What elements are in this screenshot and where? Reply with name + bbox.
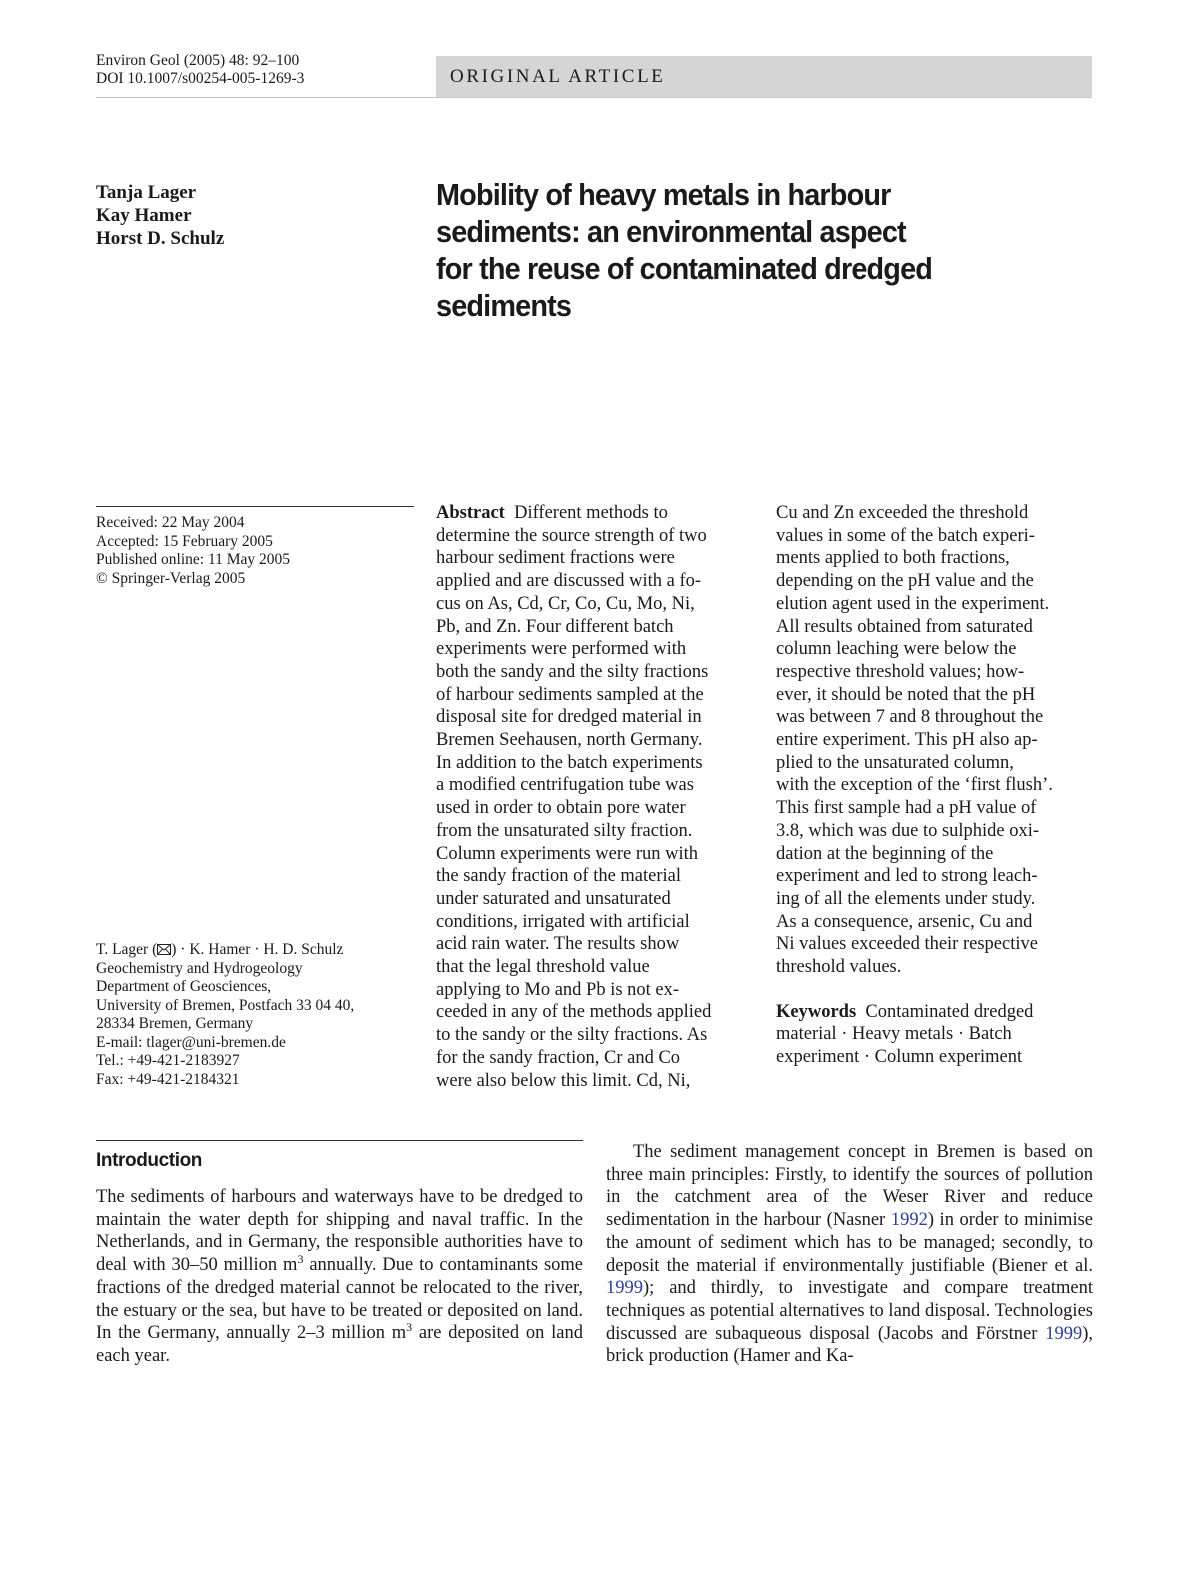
abstract-line: entire experiment. This pH also ap-: [776, 730, 1038, 751]
citation-link[interactable]: 1992: [890, 1210, 928, 1231]
title-line: for the reuse of contaminated dredged: [436, 251, 933, 286]
abstract-line: All results obtained from saturated: [776, 616, 1033, 637]
abstract-line: Bremen Seehausen, north Germany.: [436, 730, 703, 751]
doi-line: DOI 10.1007/s00254-005-1269-3: [96, 70, 305, 87]
paragraph-text: The sediment management concept in Bremen is based on three main principles: Firstly, to identify the sources of pollution in the catchment area of the Weser River and reduce sedimentation in the harbour (Nasner: [606, 1142, 1093, 1231]
title-line: Mobility of heavy metals in harbour: [436, 177, 891, 212]
author-name: Horst D. Schulz: [96, 228, 225, 249]
accepted-date: Accepted: 15 February 2005: [96, 532, 273, 550]
abstract-line: under saturated and unsaturated: [436, 888, 671, 909]
keywords-label: Keywords: [776, 1001, 857, 1022]
abstract-line: This first sample had a pH value of: [776, 798, 1037, 819]
intro-paragraph-2: [606, 1141, 1093, 1368]
abstract-line: dation at the beginning of the: [776, 843, 994, 864]
abstract-line: Cu and Zn exceeded the threshold: [776, 503, 1029, 523]
article-type-label: ORIGINAL ARTICLE: [450, 66, 666, 87]
author-name: Tanja Lager: [96, 182, 197, 203]
paragraph-text: The sediments of harbours and waterways have to be dredged to maintain the water depth for shipping and naval traffic. In the Netherlands, and in Germany, the responsible authorities have to deal with 30–50 million m: [96, 1187, 583, 1276]
dates-divider: [96, 506, 414, 507]
abstract-line: experiments were performed with: [436, 639, 687, 660]
citation-link[interactable]: 1999: [1045, 1323, 1083, 1344]
keywords-block: [776, 1001, 1098, 1024]
header-divider: [96, 97, 1092, 98]
abstract-line: with the exception of the ‘first flush’.: [776, 775, 1053, 796]
abstract-column-1: [436, 502, 758, 1092]
corresponding-authors: [96, 941, 354, 960]
abstract-line: As a consequence, arsenic, Cu and: [776, 911, 1033, 932]
affil-text: ) · K. Hamer · H. D. Schulz: [171, 941, 344, 958]
affil-line: Department of Geosciences,: [96, 978, 272, 995]
superscript: 3: [406, 1320, 413, 1335]
published-date: Published online: 11 May 2005: [96, 551, 291, 568]
abstract-column-2: [776, 502, 1098, 1069]
copyright: © Springer-Verlag 2005: [96, 569, 246, 587]
article-title: [436, 176, 1031, 324]
affil-text: T. Lager (: [96, 941, 158, 958]
abstract-line: ing of all the elements under study.: [776, 888, 1036, 909]
abstract-line: Different methods to: [514, 503, 668, 523]
abstract-label: Abstract: [436, 503, 505, 523]
abstract-line: respective threshold values; how-: [776, 661, 1025, 682]
citation-link[interactable]: 1999: [606, 1278, 643, 1299]
keywords-line: material · Heavy metals · Batch: [776, 1024, 1012, 1045]
abstract-line: column leaching were below the: [776, 639, 1017, 660]
abstract-line: depending on the pH value and the: [776, 571, 1034, 592]
section-heading-introduction: Introduction: [96, 1150, 203, 1171]
keywords-line: experiment · Column experiment: [776, 1047, 1023, 1068]
abstract-line: ceeded in any of the methods applied: [436, 1002, 712, 1023]
title-line: sediments: [436, 288, 572, 323]
author-list: [96, 181, 224, 250]
abstract-line: for the sandy fraction, Cr and Co: [436, 1047, 681, 1068]
abstract-line: conditions, irrigated with artificial: [436, 911, 690, 932]
abstract-line: a modified centrifugation tube was: [436, 775, 694, 796]
phone-line: Tel.: +49-421-2183927: [96, 1052, 240, 1069]
publication-dates: [96, 514, 290, 588]
abstract-line: harbour sediment fractions were: [436, 548, 675, 569]
abstract-line: acid rain water. The results show: [436, 934, 680, 955]
abstract-line: plied to the unsaturated column,: [776, 752, 1014, 773]
received-date: Received: 22 May 2004: [96, 514, 245, 531]
abstract-line: ments applied to both fractions,: [776, 548, 1010, 569]
abstract-line: determine the source strength of two: [436, 525, 707, 546]
email-line[interactable]: E-mail: tlager@uni-bremen.de: [96, 1033, 286, 1051]
affil-line: Geochemistry and Hydrogeology: [96, 959, 303, 977]
title-line: sediments: an environmental aspect: [436, 214, 906, 249]
journal-citation: [96, 52, 304, 88]
author-name: Kay Hamer: [96, 205, 192, 226]
abstract-line: was between 7 and 8 throughout the: [776, 707, 1044, 728]
abstract-line: ever, it should be noted that the pH: [776, 684, 1036, 705]
affil-line: University of Bremen, Postfach 33 04 40,: [96, 996, 355, 1014]
abstract-line: disposal site for dredged material in: [436, 707, 702, 728]
abstract-line: from the unsaturated silty fraction.: [436, 820, 693, 841]
abstract-line: to the sandy or the silty fractions. As: [436, 1025, 708, 1046]
abstract-line: threshold values.: [776, 957, 902, 978]
paragraph-text: ), brick production (Hamer and Ka-: [606, 1323, 1093, 1367]
fax-line: Fax: +49-421-2184321: [96, 1070, 240, 1088]
paragraph-text: ); and thirdly, to investigate and compare treatment techniques as potential alternatives to land disposal. Technologies discussed are subaqueous disposal (Jacobs and Förstner: [606, 1278, 1093, 1344]
abstract-line: Pb, and Zn. Four different batch: [436, 616, 674, 637]
paragraph-text: are deposited on land each year.: [96, 1323, 583, 1366]
abstract-line: used in order to obtain pore water: [436, 798, 686, 819]
envelope-icon: [157, 944, 171, 955]
abstract-line: applied and are discussed with a fo-: [436, 571, 702, 592]
abstract-line: both the sandy and the silty fractions: [436, 661, 709, 682]
paragraph-text: ) in order to minimise the amount of sediment which has to be managed; secondly, to deposit the material if environmentally justifiable (Biener et al.: [606, 1210, 1093, 1276]
abstract-line: In addition to the batch experiments: [436, 752, 703, 773]
abstract-line: applying to Mo and Pb is not ex-: [436, 979, 680, 1000]
paragraph-text: annually. Due to contaminants some fractions of the dredged material cannot be relocated to the river, the estuary or the sea, but have to be treated or deposited on land. In the Germany, annually 2–3 million m: [96, 1255, 584, 1344]
abstract-line: were also below this limit. Cd, Ni,: [436, 1070, 691, 1091]
abstract-line: the sandy fraction of the material: [436, 866, 682, 887]
abstract-line: values in some of the batch experi-: [776, 525, 1035, 546]
intro-paragraph-1: [96, 1186, 583, 1368]
article-type-banner: [436, 56, 1092, 98]
abstract-line: experiment and led to strong leach-: [776, 866, 1038, 887]
superscript: 3: [297, 1251, 304, 1266]
author-affiliation: [96, 941, 354, 1089]
abstract-line: cus on As, Cd, Cr, Co, Cu, Mo, Ni,: [436, 593, 695, 614]
abstract-line: Ni values exceeded their respective: [776, 934, 1038, 955]
affil-line: 28334 Bremen, Germany: [96, 1015, 254, 1032]
intro-divider: [96, 1140, 583, 1141]
abstract-line: elution agent used in the experiment.: [776, 593, 1050, 614]
abstract-line: Column experiments were run with: [436, 843, 699, 864]
keywords-line: Contaminated dredged: [865, 1001, 1034, 1022]
abstract-line: that the legal threshold value: [436, 957, 650, 978]
abstract-line: of harbour sediments sampled at the: [436, 684, 704, 705]
abstract-line: 3.8, which was due to sulphide oxi-: [776, 820, 1040, 841]
journal-line: Environ Geol (2005) 48: 92–100: [96, 52, 300, 69]
